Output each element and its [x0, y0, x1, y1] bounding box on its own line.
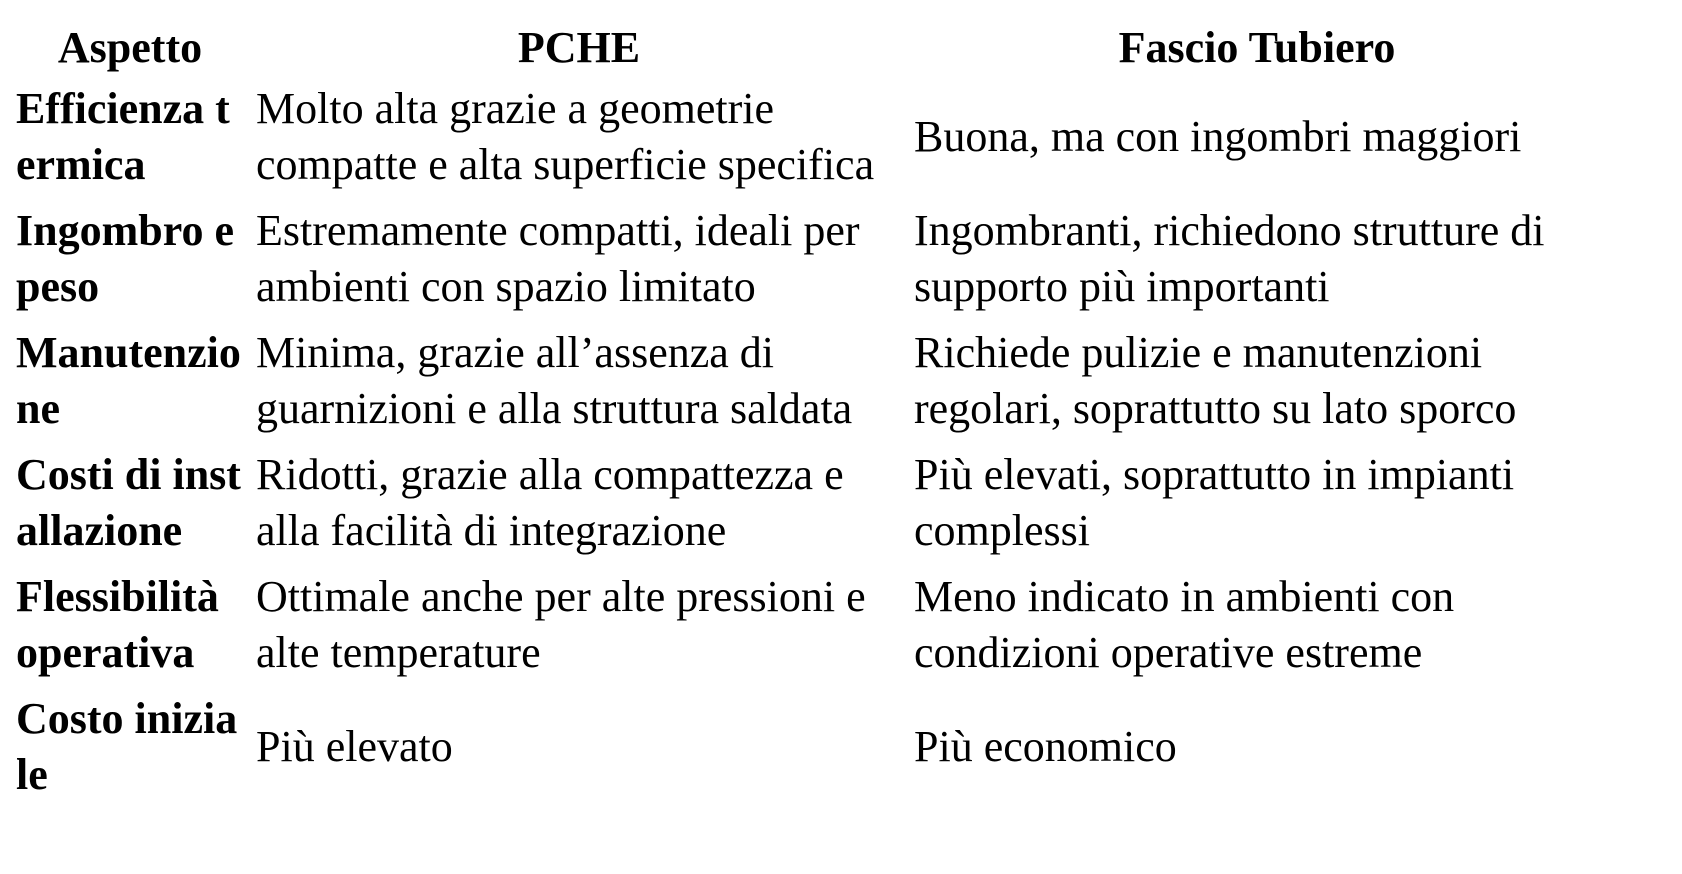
table-row	[12, 77, 1604, 199]
row-pche: Ridotti, grazie alla compattezza e alla facilità di integrazione	[256, 449, 844, 555]
row-fascio-tubiero: Buona, ma con ingombri maggiori	[914, 111, 1522, 161]
table-row	[12, 565, 1604, 687]
row-aspect: Manutenzione	[16, 327, 241, 433]
row-fascio-tubiero: Più elevati, soprattutto in impianti complessi	[914, 449, 1515, 555]
row-pche: Molto alta grazie a geometrie compatte e alta superficie specifica	[256, 83, 875, 189]
row-fascio-tubiero: Richiede pulizie e manutenzioni regolari, soprattutto su lato sporco	[914, 327, 1517, 433]
row-aspect: Efficienza termica	[16, 83, 230, 189]
row-pche: Ottimale anche per alte pressioni e alte temperature	[256, 571, 866, 677]
table-row	[12, 321, 1604, 443]
row-aspect: Ingombro e peso	[16, 205, 234, 311]
row-fascio-tubiero: Meno indicato in ambienti con condizioni operative estreme	[914, 571, 1455, 677]
row-pche: Estremamente compatti, ideali per ambienti con spazio limitato	[256, 205, 860, 311]
table-row	[12, 199, 1604, 321]
table-row	[12, 687, 1604, 809]
row-aspect: Costi di installazione	[16, 449, 241, 555]
row-fascio-tubiero: Ingombranti, richiedono strutture di supporto più importanti	[914, 205, 1545, 311]
comparison-table	[8, 12, 1608, 809]
row-aspect: Costo iniziale	[16, 693, 238, 799]
row-pche: Minima, grazie all’assenza di guarnizioni e alla struttura saldata	[256, 327, 853, 433]
header-pche: PCHE	[517, 23, 641, 72]
table-row	[12, 443, 1604, 565]
row-pche: Più elevato	[256, 721, 453, 771]
header-aspect: Aspetto	[57, 23, 203, 72]
row-aspect: Flessibilità operativa	[16, 571, 219, 677]
table-header-row	[12, 12, 1604, 77]
header-fascio-tubiero: Fascio Tubiero	[1118, 23, 1396, 72]
row-fascio-tubiero: Più economico	[914, 721, 1177, 771]
